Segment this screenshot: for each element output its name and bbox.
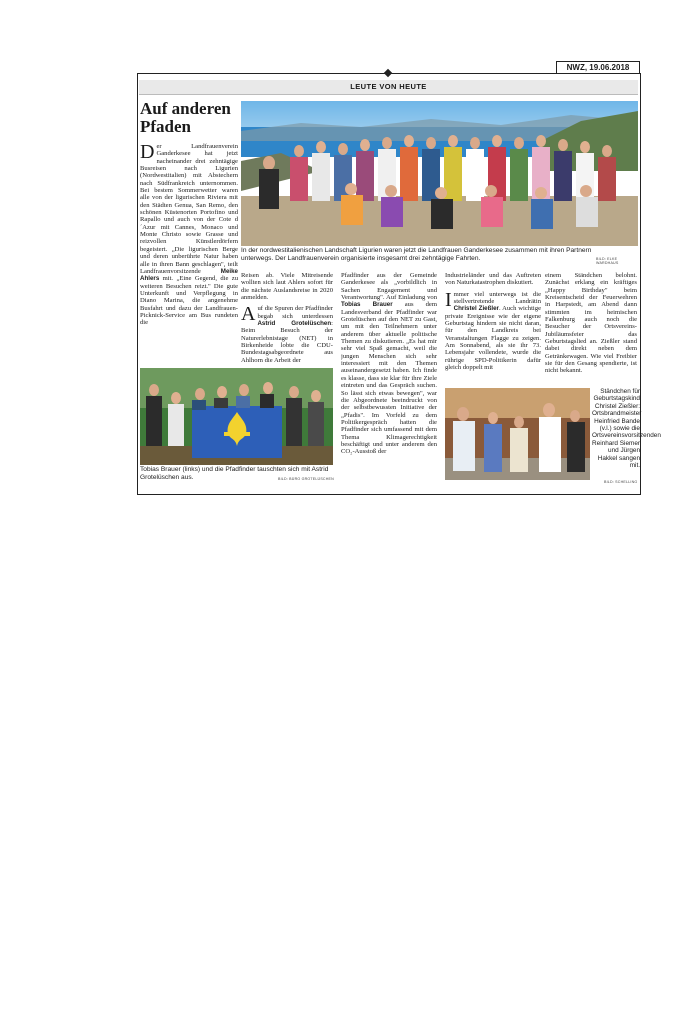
person-name: Tobias Brauer (341, 301, 393, 309)
person-name: Meike Ahlers (140, 267, 238, 283)
frame-left-rule (137, 73, 138, 494)
column-text: Industrieländer und das Auftreten von Naturkatastrophen diskutiert. (445, 272, 541, 287)
section-rubric: LEUTE VON HEUTE (139, 80, 638, 95)
dropcap: D (140, 143, 155, 163)
article-column-3 (341, 272, 437, 490)
birthday-photo-caption: Ständchen für Geburtstagskind Christel Zießler: Ortsbrandmeister Heinfried Bande (v.l.) sowie die Ortsvereinsvorsitzenden Reinhard Siemer und Jürgen Hakkel sangen mit. (592, 388, 661, 470)
article-column-5 (545, 272, 637, 376)
frame-bottom-rule (137, 494, 641, 495)
person-name: Christel Zießler (453, 305, 499, 313)
dropcap: I (445, 288, 452, 311)
publication-date: NWZ, 19.06.2018 (556, 61, 640, 74)
column-text: aus dem Landesverband der Pfadfinder war Grotelüschen auf den NET zu Gast, um mit den Teilnehmern unter anderem über aktuelle politische Themen zu diskutieren. „Es hat mir sehr viel Spaß gemacht, weil die jungen Menschen sich sehr interessiert mit den Themen auseinandergesetzt haben. Ich finde es klasse, dass sie klar für ihre Ziele eintreten und das Gespräch suchen. So lässt sich etwas bewegen", war die Abgeordnete beeindruckt von der selbstbewussten Initiative der „Pfadis". Im Vorfeld zu dem Politikergespräch hatten die Pfadfinder sich umfassend mit dem Thema Klimagerechtigkeit beschäftigt und unter anderem den CO₂-Ausstoß der (341, 301, 437, 456)
scouts-photo-credit: BILD: BÜRO GROTELÜSCHEN (278, 477, 334, 481)
column-text: : Beim Besuch der Naturerlebnistage (NET) in Birkenheide lobte die CDU-Bundestagsabgeordnete aus Ahlhorn die Arbeit der (241, 320, 333, 364)
scouts-photo (140, 368, 333, 465)
column-text: . Auch wichtige private Ereignisse wie der eigene Geburtstag hindern sie nicht daran, für den Landkreis bei Veranstaltungen Flagge zu zeigen. Am Sonnabend, als sie ihr 73. Lebensjahr vollendete, wurde die rührige SPD-Politikerin dafür gleich doppelt mit (445, 305, 541, 372)
scout-flag (192, 406, 282, 458)
scouts-group-photo (140, 368, 333, 465)
frame-right-rule (640, 73, 641, 494)
article-column-4 (445, 272, 541, 384)
column-text: mit. „Eine Gegend, die zu weiteren Besuchen reizt." Die gute Unterkunft und Verpflegung in Diano Marina, die angenehme Busfahrt und dazu der Landfrauen-Picknick-Service am Bus rundeten die (140, 275, 238, 327)
column-text: mmer viel unterwegs ist die stellvertretende Landrätin (453, 290, 541, 306)
person-name: Astrid Grotelüschen (257, 320, 332, 328)
column-text: einem Ständchen belohnt. Zunächst erklang ein kräftiges „Happy Birthday" beim Kreisentscheid der Feuerwehren in Harpstedt, am Abend dann stimmten im heimischen Falkenburg auch noch die Besucher der Ortsvereins-Jubiläumsfeier das Geburtstagslied an. Zießler stand dabei direkt neben dem Getränkewagen. Wie viel Freibier sie für den Gesang spendierte, ist nicht bekannt. (545, 272, 637, 375)
main-photo-caption: In der nordwestitalienischen Landschaft Ligurien waren jetzt die Landfrauen Ganderkesee zusammen mit ihren Partnern unterwegs. Der Landfrauenverein organisierte insgesamt drei zehntägige Fahrten. (241, 247, 592, 262)
landfrauen-group-photo (241, 101, 638, 246)
column-text: Pfadfinder aus der Gemeinde Ganderkesee als „vorbildlich in Sachen Engagement und Verantwortung". Auf Einladung von (341, 272, 437, 302)
column-text: uf die Spuren der Pfadfinder begab sich unterdessen (257, 305, 333, 320)
article-headline: Auf anderen Pfaden (140, 99, 231, 136)
article-column-2 (241, 272, 333, 364)
dropcap: A (241, 303, 256, 326)
birthday-photo (445, 388, 590, 480)
main-group-photo (241, 101, 638, 246)
column-text: Reisen ab. Viele Mitreisende wollten sich laut Ahlers sofort für die nächste Auslandsreise in 2020 anmelden. (241, 272, 333, 302)
column-text: er Landfrauenverein Ganderkesee hat jetzt nacheinander drei zehntägige Busreisen nach Ligurien (Nordwestitalien) mit Abstechern nach Südfrankreich unternommen. Bei bestem Sommerwetter waren alle von der ligurischen Riviera mit den Städten Genua, San Remo, den schönen Küstenorten Portofino und Rapallo und auch von der Cote d´Azur mit Cannes, Monaco und Monte Christo sowie Grasse und reizvollen Künstlerdörfern begeistert. „Die ligurischen Berge und deren unberührte Natur haben alle in ihren Bann geschlagen", teilt Landfrauenvorsitzende (140, 143, 238, 275)
birthday-photo-credit: BILD: SCHELLING (604, 480, 638, 484)
birthday-serenade-photo (445, 388, 590, 480)
main-photo-credit: BILD: ELKE WARDHAUS (596, 257, 619, 265)
scouts-photo-caption: Tobias Brauer (links) und die Pfadfinder tauschten sich mit Astrid Grotelüschen aus. (140, 466, 329, 481)
